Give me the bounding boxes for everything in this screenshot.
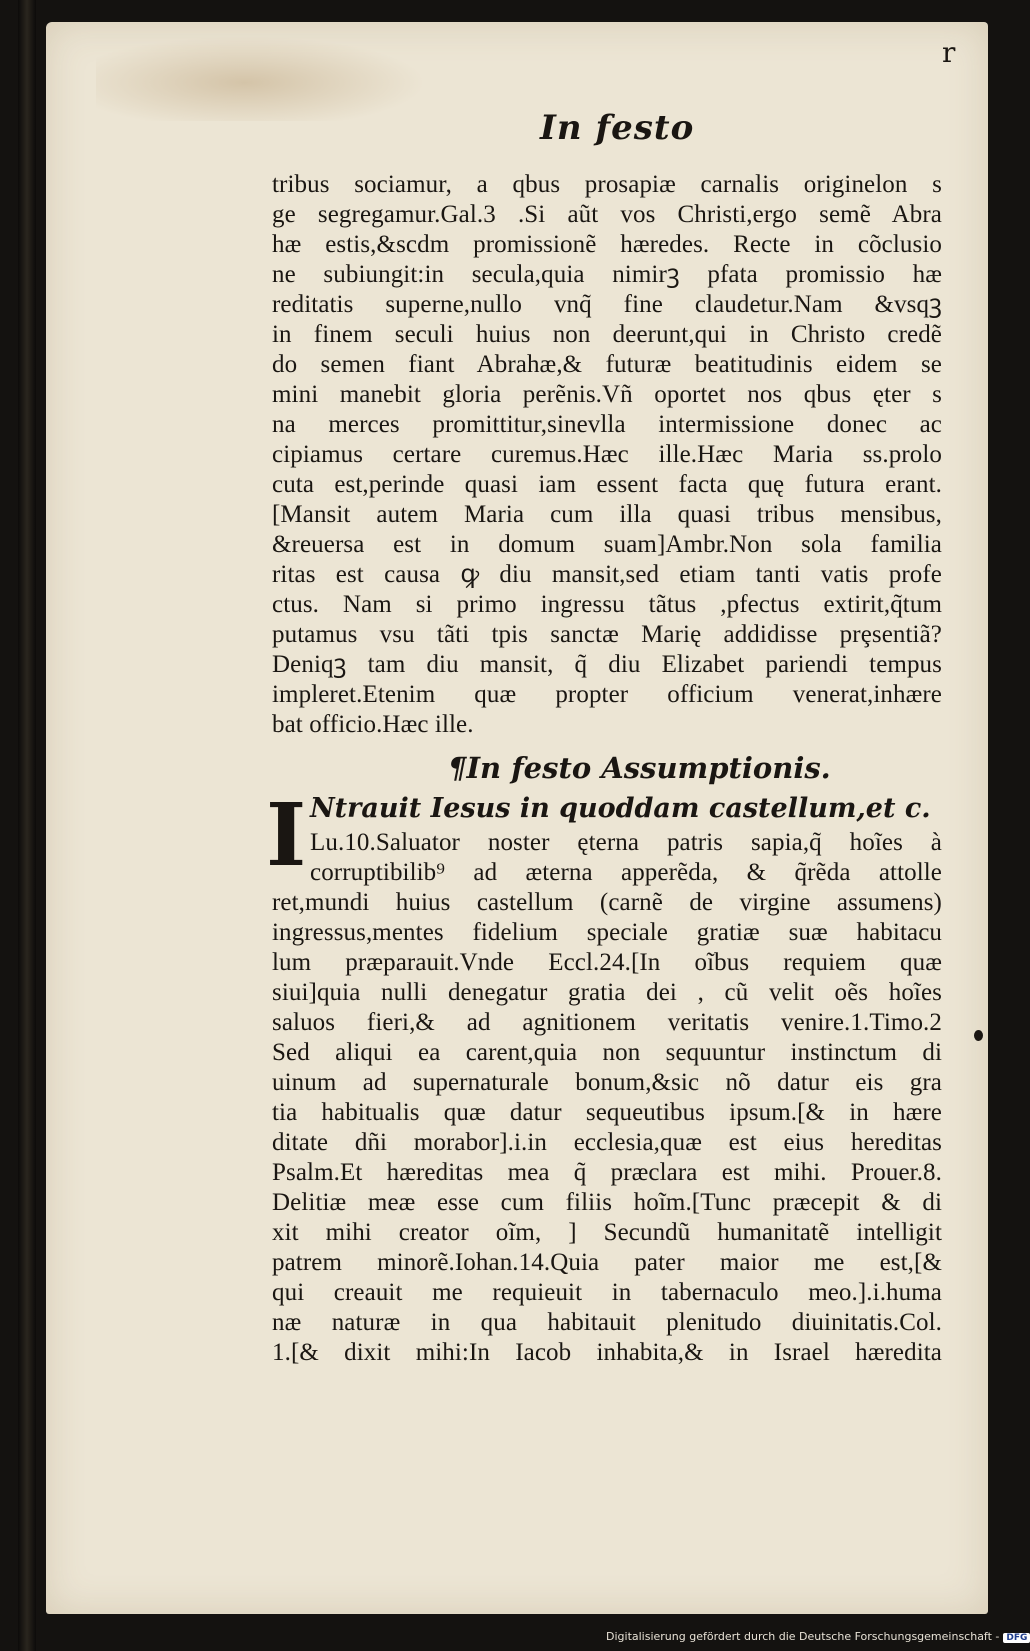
text-line: Psalm.Et hæreditas mea q̃ præclara est mihi. Prouer.8. [272,1159,942,1186]
section-one-text [272,170,942,740]
text-line: qui creauit me requieuit in tabernaculo meo.].i.huma [272,1279,942,1306]
text-line: ritas est causa ꝙ diu mansit,sed etiam tanti vatis profe [272,561,942,588]
text-line: ctus. Nam si primo ingressu tãtus ,pfectus extirit,q̃tum [272,591,942,618]
text-block [266,170,942,1368]
text-line: patrem minorẽ.Iohan.14.Quia pater maior me est,[& [272,1249,942,1276]
margin-dot [974,1030,983,1041]
text-line: ne subiungit:in secula,quia nimirꝫ pfata promissio hæ [272,261,942,288]
text-line: do semen fiant Abrahæ,& futuræ beatitudinis eidem se [272,351,942,378]
text-line: hæ estis,&scdm promissionẽ hæredes. Recte in cõclusio [272,231,942,258]
text-line: tia habitualis quæ datur sequeutibus ipsum.[& in hære [272,1099,942,1126]
text-line: &reuersa est in domum suam]Ambr.Non sola familia [272,531,942,558]
text-line: uinum ad supernaturale bonum,&sic nõ datur eis gra [272,1069,942,1096]
text-line: lum præparauit.Vnde Eccl.24.[In oĩbus requiem quæ [272,949,942,976]
text-line: 1.[& dixit mihi:In Iacob inhabita,& in Israel hæredita [272,1339,942,1366]
text-line: reditatis superne,nullo vnq̃ fine claudetur.Nam &vsqꝫ [272,291,942,318]
text-line: bat officio.Hæc ille. [272,711,474,738]
text-line: ingressus,mentes fidelium speciale gratiæ suæ habitacu [272,919,942,946]
indented-lines [272,828,942,888]
text-line: tribus sociamur, a qbus prosapiæ carnalis originelon s [272,171,942,198]
text-line: siui]quia nulli denegatur gratia dei , cũ velit oẽs hoĩes [272,979,942,1006]
digitization-credit [606,1630,1030,1643]
text-line: na merces promittitur,sinevlla intermissione donec ac [272,411,942,438]
text-line: Delitiæ meæ esse cum filiis hoĩm.[Tunc præcepit & di [272,1189,942,1216]
text-line: mini manebit gloria perẽnis.Vñ oportet nos qbus ęter s [272,381,942,408]
body-lines [272,888,942,1368]
text-line: [Mansit autem Maria cum illa quasi tribus mensibus, [272,501,942,528]
text-line: corruptibilib⁹ ad æterna apperẽda, & q̃rẽda attolle [310,859,942,886]
text-line: Lu.10.Saluator noster ęterna patris sapia,q̃ hoĩes à [310,829,942,856]
text-line: xit mihi creator oĩm, ] Secundũ humanitatẽ intelligit [272,1219,942,1246]
scan-left-edge [18,0,36,1651]
section-heading: ¶In festo Assumptionis. [448,751,831,785]
text-line: impleret.Etenim quæ propter officium venerat,inhære [272,681,942,708]
dfg-logo: DFG [1003,1633,1030,1643]
section-two-text [266,785,942,1368]
initial-letter: I [266,785,307,886]
text-line: cipiamus certare curemus.Hæc ille.Hæc Maria ss.prolo [272,441,942,468]
text-line: Sed aliqui ea carent,quia non sequuntur instinctum di [272,1039,942,1066]
text-line: ditate dñi morabor].i.in ecclesia,quæ est eius hereditas [272,1129,942,1156]
text-line: næ naturæ in qua habitauit plenitudo diuinitatis.Col. [272,1309,942,1336]
credit-text: Digitalisierung gefördert durch die Deutsche Forschungsgemeinschaft - [606,1630,1000,1643]
corner-mark: r [942,36,956,69]
text-line: saluos fieri,& ad agnitionem veritatis venire.1.Timo.2 [272,1009,942,1036]
text-line: in finem seculi huius non deerunt,qui in Christo credẽ [272,321,942,348]
water-stain [96,36,426,121]
text-line: Deniqꝫ tam diu mansit, q̃ diu Elizabet pariendi tempus [272,651,942,678]
text-line: putamus vsu tãti tpis sanctæ Marię addidisse prȩsentiã? [272,621,942,648]
text-line: ret,mundi huius castellum (carnẽ de virgine assumens) [272,889,942,916]
incipit-line: Ntrauit Iesus in quoddam castellum,et c. [310,793,931,824]
running-head: In festo [540,108,695,148]
text-line: ge segregamur.Gal.3 .Si aũt vos Christi,ergo semẽ Abra [272,201,942,228]
text-line: cuta est,perinde quasi iam essent facta quę futura erant. [272,471,942,498]
